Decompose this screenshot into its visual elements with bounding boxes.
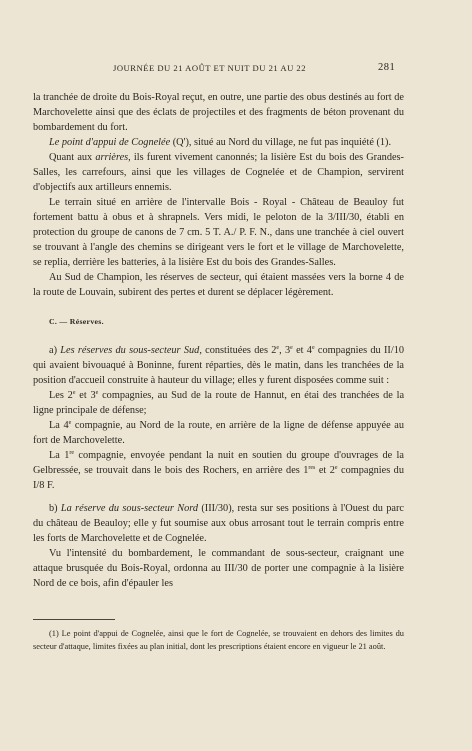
reserves-sud-heading: Les réserves du sous-secteur Sud (60, 345, 200, 356)
p6-part-c: , 3 (279, 345, 291, 356)
paragraph-11: Vu l'intensité du bombardement, le commandant de sous-secteur, craignant une attaque brusquée du Bois-Royal, ordonna au III/30 de porter une compagnie à la lisière Nord de ce bois, afin d'épauler les (33, 548, 404, 589)
paragraph-5: Au Sud de Champion, les réserves de secteur, qui étaient massées vers la borne 4 de la route de Louvain, subirent des pertes et durent se déplacer légèrement. (33, 272, 404, 298)
p6-part-d: et 4 (292, 345, 312, 356)
p9-part-d: compagnies du I/8 F. (33, 465, 404, 491)
body-text (33, 90, 404, 591)
paragraph-9 (33, 448, 404, 493)
section-heading: C. — Réserves. (49, 317, 104, 326)
p7-part-b: et 3 (75, 390, 96, 401)
footnote-rule (33, 619, 115, 620)
paragraph-3-text: , ils furent vivement canonnés; la lisière Est du bois des Grandes-Salles, les carrefours, ainsi que les villages de Cognelée et de Champion, servirent d'objectifs aux artilleurs ennemis. (33, 152, 404, 193)
ordinal-sup: e (95, 390, 99, 396)
ordinal-sup: e (68, 420, 72, 426)
p6-part-e: compagnies du II/10 qui avaient bivouaqué à Boninne, furent réparties, dès le matin, dans les tranchées de la position d'accueil construite à hauteur du village; elles y furent disposées comme suit : (33, 345, 405, 386)
ordinal-sup: e (311, 345, 315, 351)
running-title: JOURNÉE DU 21 AOÛT ET NUIT DU 21 AU 22 (113, 63, 307, 73)
p10-part-b: (III/30), resta sur ses positions à l'Ouest du parc du château de Beauloy; elle y fut soumise aux obus arrosant tout le terrain compris entre les forts de Marchovelette et de Cognelée. (33, 503, 404, 544)
p9-part-a: La 1 (49, 450, 70, 461)
paragraph-6 (33, 343, 404, 388)
p8-part-b: compagnie, au Nord de la route, en arrière de la ligne de défense appuyée au fort de Marchovelette. (33, 420, 404, 446)
paragraph-gap (33, 493, 404, 501)
ordinal-sup: res (308, 465, 316, 471)
ordinal-sup: e (334, 465, 338, 471)
paragraph-3-lead: Quant aux (49, 152, 96, 163)
p7-part-a: Les 2 (49, 390, 73, 401)
ordinal-sup: re (69, 450, 75, 456)
p7-part-c: compagnies, au Sud de la route de Hannut, en étai des tranchées de la ligne principale de défense; (33, 390, 405, 416)
ordinal-sup: e (72, 390, 76, 396)
item-b-label: b) (49, 503, 61, 514)
arrieres-term: arrières (95, 152, 129, 163)
p8-part-a: La 4 (49, 420, 69, 431)
p9-part-b: compagnie, envoyée pendant la nuit en soutien du groupe d'ouvrages de la Gelbressée, se trouvait dans le bois des Rochers, en arrière des 1 (33, 450, 404, 476)
item-a-label: a) (49, 345, 61, 356)
paragraph-2 (33, 135, 404, 150)
paragraph-1: la tranchée de droite du Bois-Royal reçut, en outre, une partie des obus destinés au fort de Marchovelette ainsi que des éclats de projectiles et des fragments de béton provenant du bombardement du fort. (33, 92, 404, 133)
reserve-nord-heading: La réserve du sous-secteur Nord (60, 503, 198, 514)
point-appui-heading: Le point d'appui de Cognelée (49, 137, 171, 148)
ordinal-sup: e (276, 345, 280, 351)
footnote-text: (1) Le point d'appui de Cognelée, ainsi que le fort de Cognelée, se trouvaient en dehors des limites du secteur d'attaque, limites fixées au plan initial, dont les prescriptions étaient encore en vigueur le 21 août. (33, 629, 404, 651)
paragraph-8 (33, 418, 404, 448)
running-header (0, 63, 472, 77)
p6-part-b: , constituées des 2 (199, 345, 277, 356)
paragraph-7 (33, 388, 404, 418)
footnote (33, 627, 404, 653)
paragraph-4: Le terrain situé en arrière de l'intervalle Bois - Royal - Château de Beauloy fut fortement battu à obus et à shrapnels. Vers midi, le peloton de la 3/III/30, établi en protection du groupe de canons de 7 cm. 5 T. A./ P. F. N., dans une tranchée à ciel ouvert se trouvant à l'angle des chemins se dirigeant vers le fort et le village de Marchovelette, se replia, derrière les batteries, à la lisière Est du bois des Grandes-Salles. (33, 197, 404, 268)
ordinal-sup: e (290, 345, 293, 351)
page-number: 281 (378, 62, 396, 73)
p9-part-c: et 2 (315, 465, 335, 476)
paragraph-3 (33, 150, 404, 195)
paragraph-2-text: (Q'), situé au Nord du village, ne fut pas inquiété (1). (170, 137, 392, 148)
paragraph-10 (33, 501, 404, 546)
